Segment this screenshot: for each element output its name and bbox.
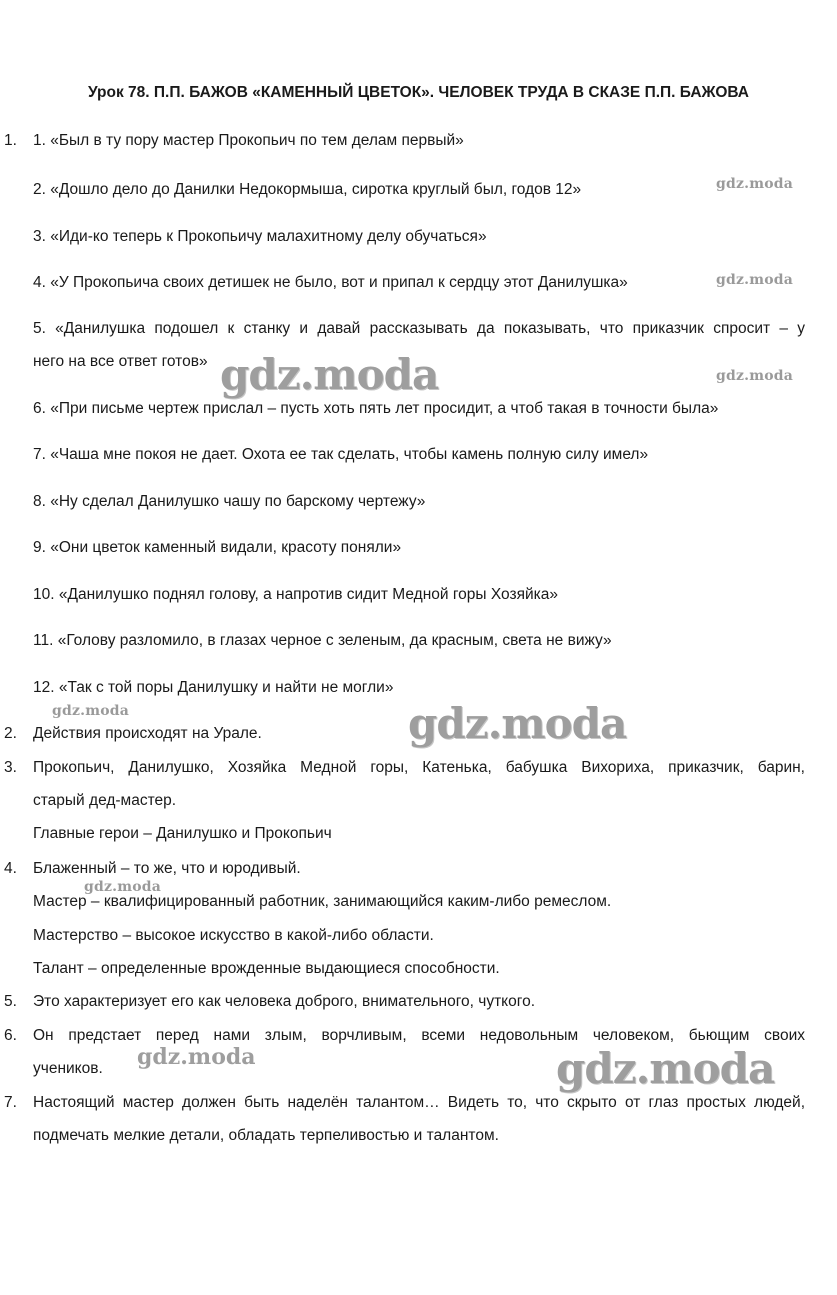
answer-3-line1: Прокопьич, Данилушко, Хозяйка Медной горы, Катенька, бабушка Вихориха, приказчик, барин, (33, 759, 805, 776)
answer-3-line2: старый дед-мастер. (33, 792, 177, 809)
watermark-logo: gdz.moda (52, 703, 130, 719)
quote-item-10: 10. «Данилушко поднял голову, а напротив сидит Медной горы Хозяйка» (33, 586, 558, 603)
quote-item-5-line2: него на все ответ готов» (33, 353, 208, 370)
answer-7-line2: подмечать мелкие детали, обладать терпеливостью и талантом. (33, 1127, 499, 1144)
answer-number-3: 3. (4, 759, 17, 776)
quote-item-11: 11. «Голову разломило, в глазах черное с зеленым, да красным, света не вижу» (33, 632, 612, 649)
quote-item-1: 1. «Был в ту пору мастер Прокопьич по тем делам первый» (33, 132, 464, 149)
answer-4-line3: Мастерство – высокое искусство в какой-либо области. (33, 927, 434, 944)
quote-item-2: 2. «Дошло дело до Данилки Недокормыша, сиротка круглый был, годов 12» (33, 181, 582, 198)
watermark-logo: gdz.moda (84, 879, 162, 895)
answer-6-line2: учеников. (33, 1060, 103, 1077)
watermark-logo: gdz.moda (408, 699, 627, 748)
answer-2-text: Действия происходят на Урале. (33, 725, 262, 742)
answer-number-6: 6. (4, 1027, 17, 1044)
quote-item-3: 3. «Иди-ко теперь к Прокопьичу малахитному делу обучаться» (33, 228, 487, 245)
answer-number-2: 2. (4, 725, 17, 742)
watermark-logo: gdz.moda (220, 350, 439, 399)
page-title: Урок 78. П.П. БАЖОВ «КАМЕННЫЙ ЦВЕТОК». ЧЕЛОВЕК ТРУДА В СКАЗЕ П.П. БАЖОВА (87, 84, 749, 101)
answer-3-line3: Главные герои – Данилушко и Прокопьич (33, 825, 332, 842)
answer-4-line4: Талант – определенные врожденные выдающиеся способности. (33, 960, 500, 977)
answer-number-4: 4. (4, 860, 17, 877)
answer-4-line2: Мастер – квалифицированный работник, занимающийся каким-либо ремеслом. (33, 893, 612, 910)
quote-item-7: 7. «Чаша мне покоя не дает. Охота ее так сделать, чтобы камень полную силу имел» (33, 446, 649, 463)
quote-item-6: 6. «При письме чертеж прислал – пусть хоть пять лет просидит, а чтоб такая в точности была» (33, 400, 719, 417)
answer-number-7: 7. (4, 1094, 17, 1111)
answer-number-1: 1. (4, 132, 17, 149)
quote-item-8: 8. «Ну сделал Данилушко чашу по барскому чертежу» (33, 493, 426, 510)
quote-item-9: 9. «Они цветок каменный видали, красоту поняли» (33, 539, 402, 556)
watermark-logo: gdz.moda (716, 272, 794, 288)
watermark-logo: gdz.moda (556, 1044, 775, 1093)
answer-4-line1: Блаженный – то же, что и юродивый. (33, 860, 301, 877)
watermark-logo: gdz.moda (716, 368, 794, 384)
quote-item-4: 4. «У Прокопьича своих детишек не было, вот и припал к сердцу этот Данилушка» (33, 274, 628, 291)
answer-6-line1: Он предстает перед нами злым, ворчливым, всеми недовольным человеком, бьющим своих (33, 1027, 805, 1044)
quote-item-5-line1: 5. «Данилушка подошел к станку и давай рассказывать да показывать, что приказчик спросит – у (33, 320, 805, 337)
watermark-logo: gdz.moda (716, 176, 794, 192)
answer-number-5: 5. (4, 993, 17, 1010)
answer-7-line1: Настоящий мастер должен быть наделён талантом… Видеть то, что скрыто от глаз простых людей, (33, 1094, 805, 1111)
watermark-logo: gdz.moda (137, 1044, 256, 1070)
quote-item-12: 12. «Так с той поры Данилушку и найти не могли» (33, 679, 394, 696)
answer-5-text: Это характеризует его как человека доброго, внимательного, чуткого. (33, 993, 536, 1010)
